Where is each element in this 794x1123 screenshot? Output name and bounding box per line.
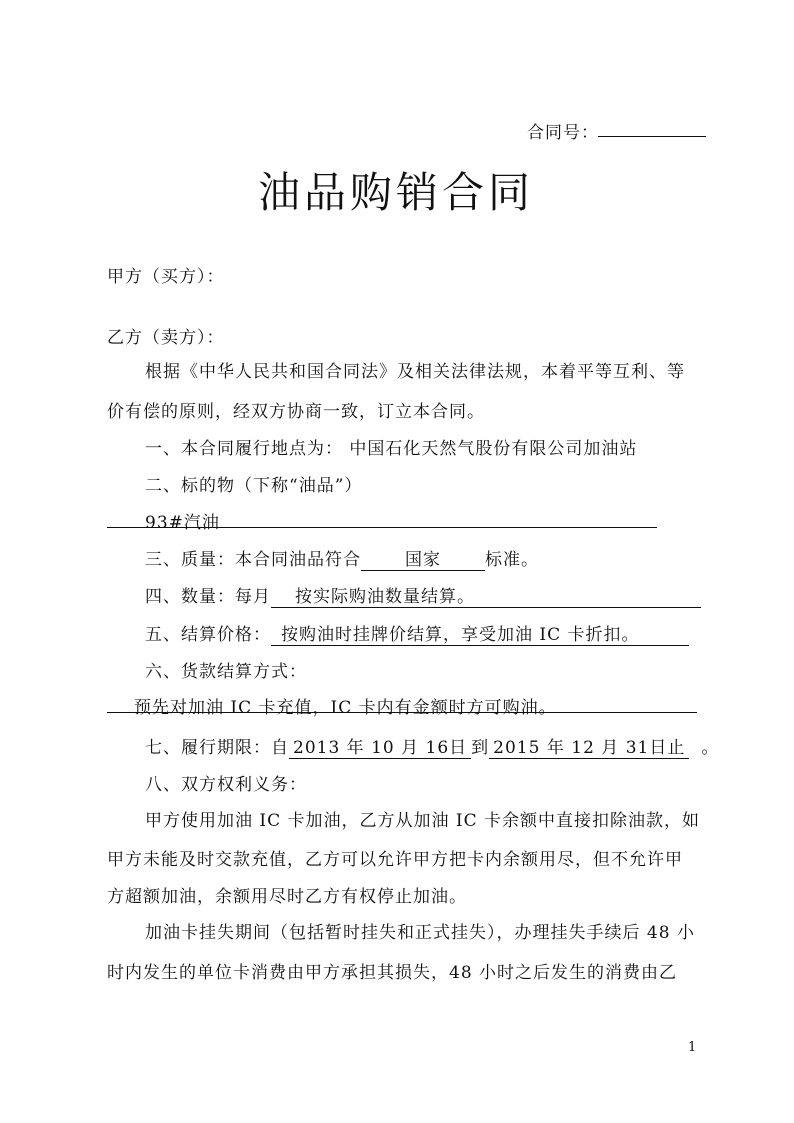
clause-4-quantity-value: 按实际购油数量结算。 <box>271 582 701 608</box>
clause-4-prefix: 四、数量：每月 <box>145 587 271 607</box>
payment-method-value: 预先对加油 IC 卡充值，IC 卡内有金额时方可购油。 <box>134 698 557 718</box>
contract-number-label: 合同号： <box>527 123 599 143</box>
clause-8: 八、双方权利义务： <box>145 775 307 795</box>
product-value: 93#汽油 <box>145 513 220 533</box>
paragraph-2-line-1: 加油卡挂失期间（包括暂时挂失和正式挂失），办理挂失手续后 48 小 <box>145 923 695 943</box>
start-month-char: 月 <box>401 738 420 758</box>
contract-number-blank <box>598 136 706 137</box>
product-underline <box>107 527 657 528</box>
start-day: 16 <box>425 738 450 758</box>
end-day-char: 日止 <box>649 738 686 758</box>
end-month-char: 月 <box>601 738 620 758</box>
end-year-char: 年 <box>546 738 565 758</box>
clause-7-start-date <box>289 733 471 759</box>
clause-7 <box>145 733 719 759</box>
clause-3-prefix: 三、质量：本合同油品符合 <box>145 550 361 570</box>
intro-line-1: 根据《中华人民共和国合同法》及相关法律法规，本着平等互利、等 <box>145 362 685 382</box>
clause-7-to: 到 <box>471 738 490 758</box>
start-day-char: 日 <box>449 738 468 758</box>
party-b-label: 乙方（卖方）： <box>107 328 225 348</box>
paragraph-1-line-2: 甲方未能及时交款充值，乙方可以允许甲方把卡内余额用尽，但不允许甲 <box>107 850 683 870</box>
paragraph-2-line-2: 时内发生的单位卡消费由甲方承担其损失，48 小时之后发生的消费由乙 <box>107 963 678 983</box>
clause-3-standard-value: 国家 <box>361 545 485 571</box>
paragraph-1-line-3: 方超额加油，余额用尽时乙方有权停止加油。 <box>107 887 467 907</box>
clause-3 <box>145 545 539 571</box>
end-year: 2015 <box>493 738 541 758</box>
clause-3-suffix: 标准。 <box>485 550 539 570</box>
end-month: 12 <box>571 738 595 758</box>
clause-4 <box>145 582 701 608</box>
clause-6: 六、货款结算方式： <box>145 662 307 682</box>
clause-7-end-date <box>489 733 689 759</box>
page-number: 1 <box>688 1040 697 1055</box>
clause-7-period: 。 <box>701 738 720 758</box>
clause-5-price-value: 按购油时挂牌价结算，享受加油 IC 卡折扣。 <box>271 620 689 646</box>
payment-method-underline <box>107 712 697 713</box>
start-month: 10 <box>371 738 395 758</box>
document-title: 油品购销合同 <box>258 168 535 217</box>
clause-5 <box>145 620 689 646</box>
clause-7-prefix: 七、履行期限：自 <box>145 738 289 758</box>
end-day: 31 <box>625 738 650 758</box>
intro-line-2: 价有偿的原则，经双方协商一致，订立本合同。 <box>107 402 485 422</box>
clause-1: 一、本合同履行地点为： 中国石化天然气股份有限公司加油站 <box>145 439 638 459</box>
clause-5-prefix: 五、结算价格： <box>145 625 271 645</box>
start-year: 2013 <box>293 738 341 758</box>
start-year-char: 年 <box>346 738 365 758</box>
party-a-label: 甲方（买方）： <box>107 267 225 287</box>
clause-2: 二、标的物（下称“油品”） <box>145 476 363 496</box>
paragraph-1-line-1: 甲方使用加油 IC 卡加油，乙方从加油 IC 卡余额中直接扣除油款，如 <box>145 811 701 831</box>
